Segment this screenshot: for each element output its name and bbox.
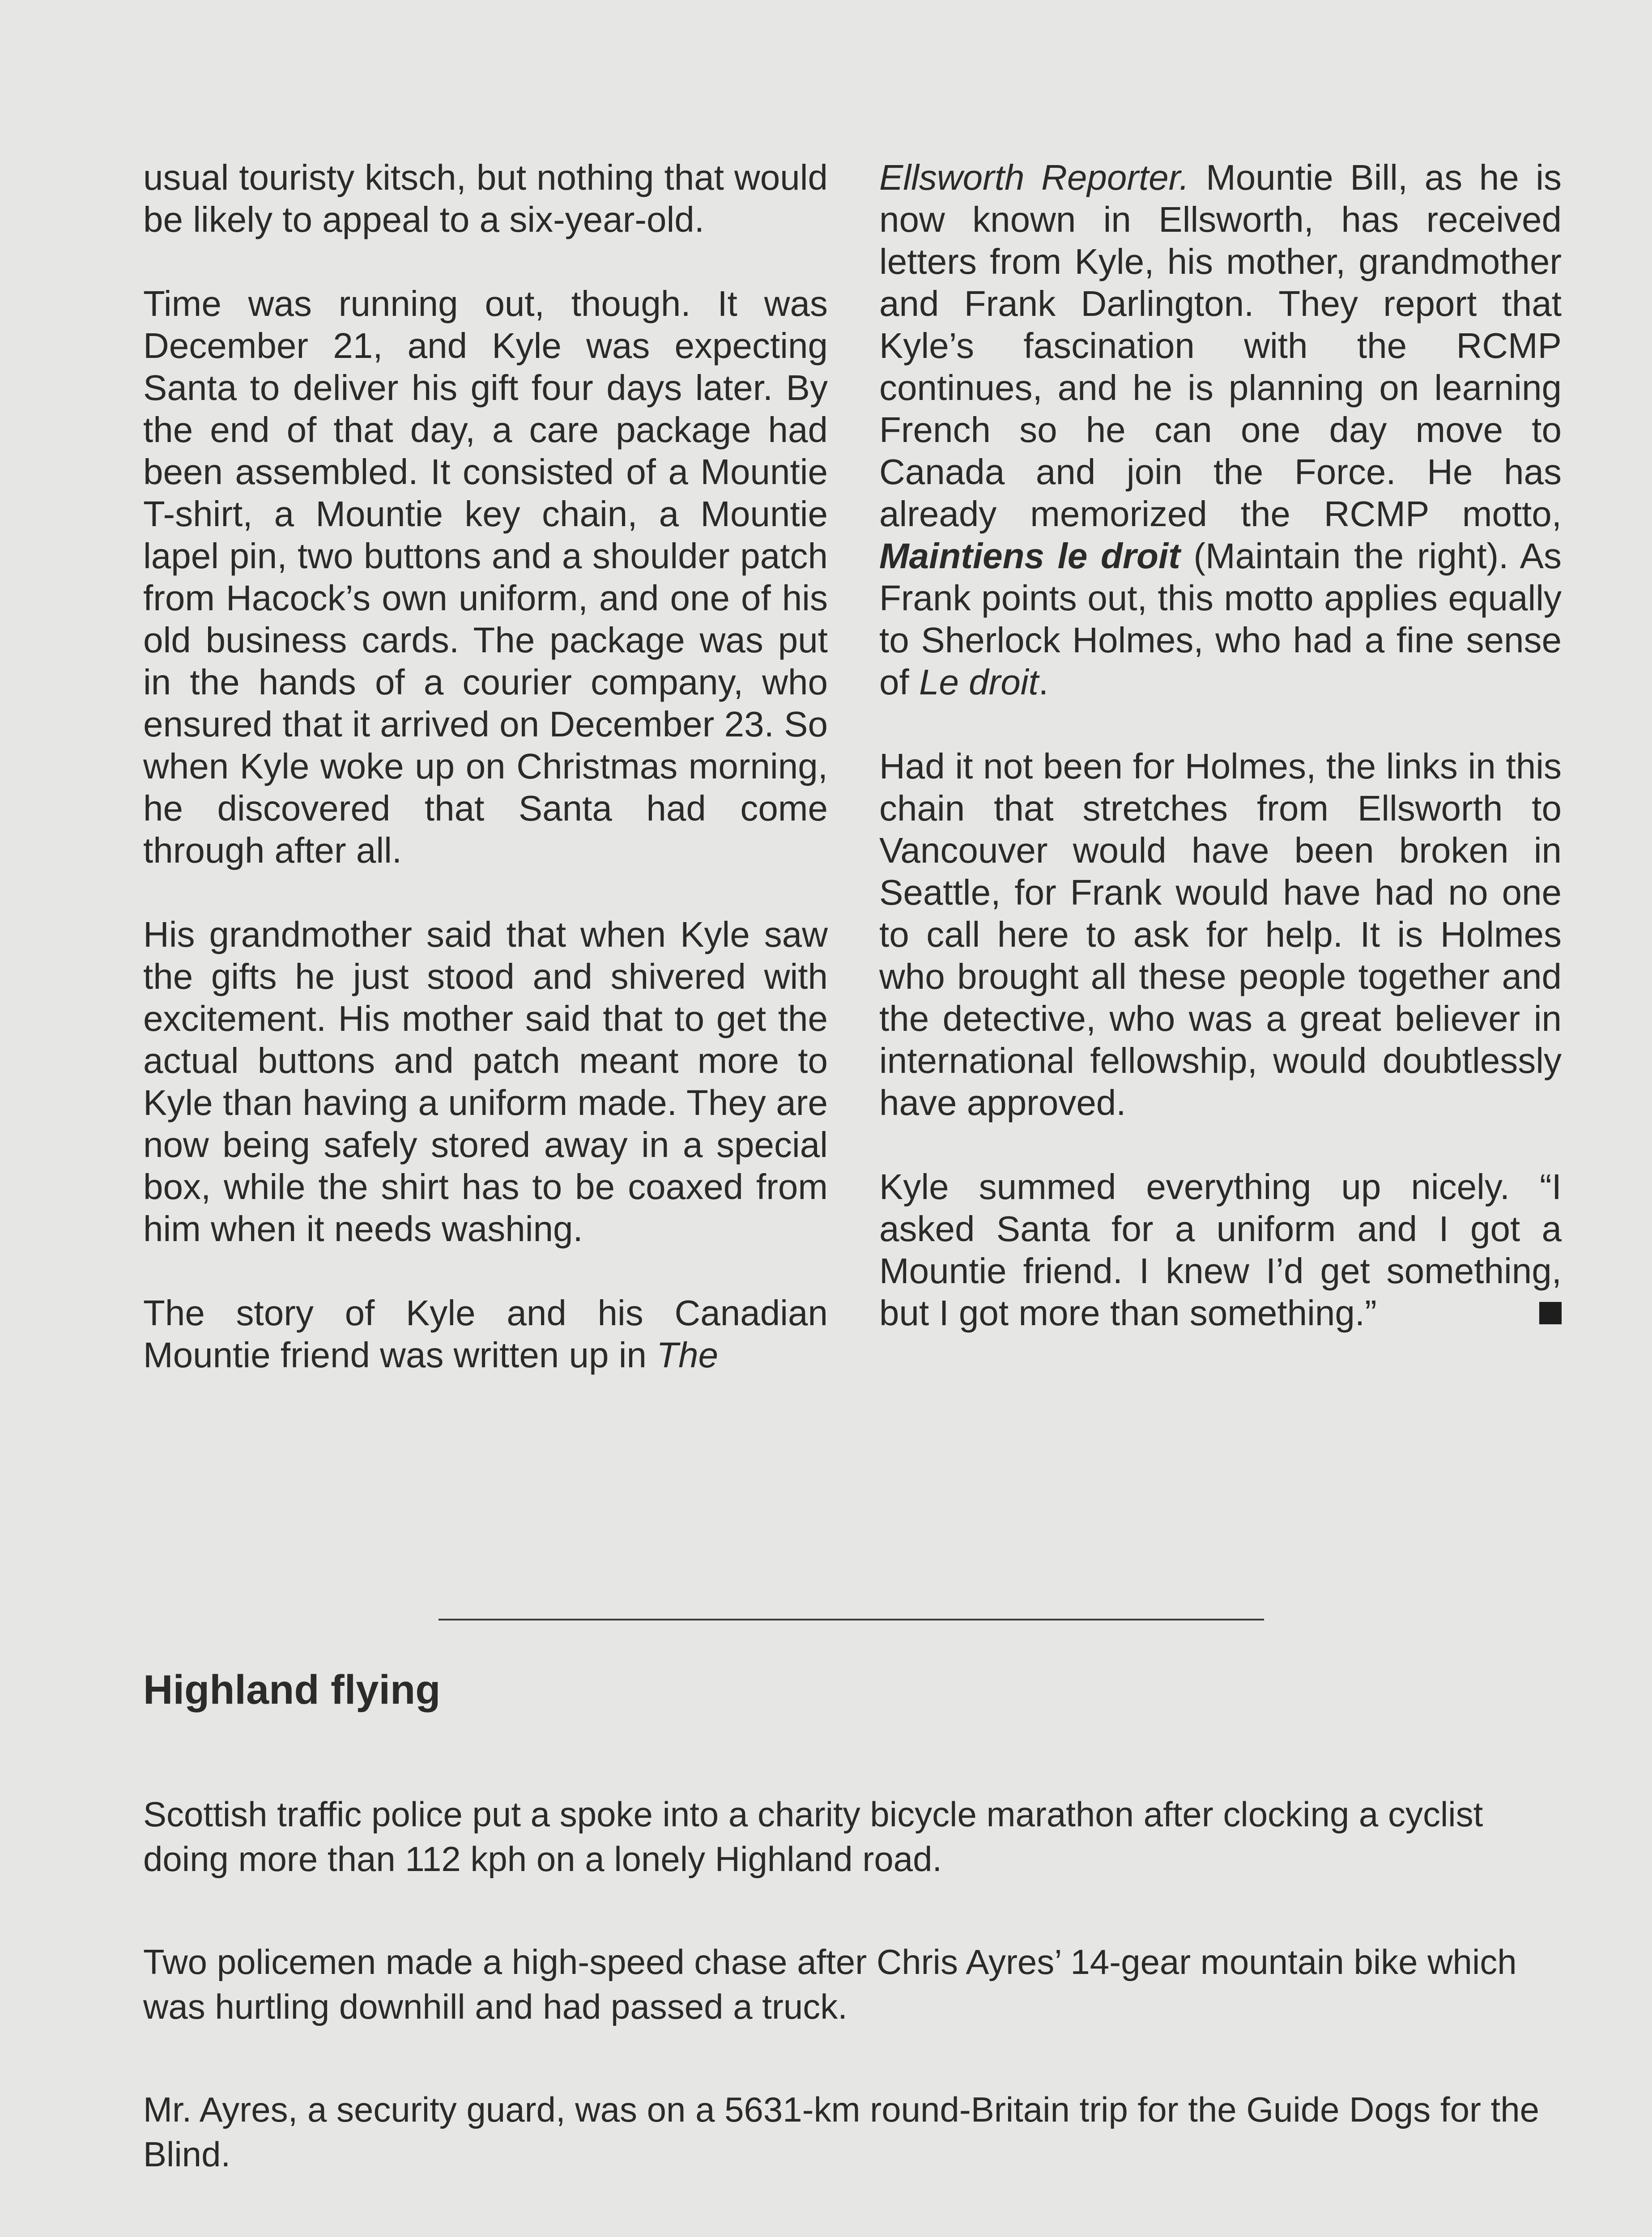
right-paragraph-1 (879, 157, 1562, 703)
highland-flying-article (143, 1792, 1557, 2237)
right-paragraph-1-end: . (1038, 662, 1049, 702)
article-paragraph: Scottish traffic police put a spoke into a charity bicycle marathon after clocking a cyclist doing more than 112 kph on a lonely Highland road. (143, 1795, 1483, 1879)
right-column (879, 157, 1562, 1334)
article-paragraph: Two policemen made a high-speed chase after Chris Ayres’ 14-gear mountain bike which was hurtling downhill and had passed a truck. (143, 1942, 1517, 2026)
article-paragraph: Mr. Ayres, a security guard, was on a 5631-km round-Britain trip for the Guide Dogs for the Blind. (143, 2090, 1540, 2174)
right-paragraph-1-a: Mountie Bill, as he is now known in Ellsworth, has received letters from Kyle, his mother, grandmother and Frank Darlington. They report that Kyle’s fascination with the RCMP continues, and he is planning on learning French so he can one day move to Canada and join the Force. He has already memorized the RCMP motto, (879, 157, 1562, 534)
right-paragraph-3 (879, 1166, 1562, 1334)
left-paragraph-3: His grandmother said that when Kyle saw the gifts he just stood and shivered with excitement. His mother said that to get the actual buttons and patch meant more to Kyle than having a uniform made. They are now being safely stored away in a special box, while the shirt has to be coaxed from him when it needs washing. (143, 914, 828, 1249)
end-of-article-mark (1539, 1302, 1562, 1324)
left-column (143, 157, 828, 1376)
right-paragraph-2: Had it not been for Holmes, the links in this chain that stretches from Ellsworth to Vancouver would have been broken in Seattle, for Frank would have had no one to call here to ask for help. It is Holmes who brought all these people together and the detective, who was a great believer in international fellowship, would doubtlessly have approved. (879, 746, 1562, 1123)
article-paragraph (143, 2235, 1557, 2237)
le-droit: Le droit (919, 662, 1039, 702)
newspaper-title-end: Ellsworth Reporter. (879, 157, 1189, 197)
left-paragraph-2: Time was running out, though. It was December 21, and Kyle was expecting Santa to deliver his gift four days later. By the end of that day, a care package had been assembled. It consisted of a Mountie T-shirt, a Mountie key chain, a Mountie lapel pin, two buttons and a shoulder patch from Hacock’s own uniform, and one of his old business cards. The package was put in the hands of a courier company, who ensured that it arrived on December 23. So when Kyle woke up on Christmas morning, he discovered that Santa had come through after all. (143, 284, 828, 870)
right-paragraph-3-text: Kyle summed everything up nicely. “I asked Santa for a uniform and I got a Mountie friend. I knew I’d get something, but I got more than something.” (879, 1167, 1562, 1333)
article-headline: Highland flying (143, 1667, 441, 1713)
newspaper-title-start: The (656, 1335, 719, 1375)
section-divider (439, 1619, 1264, 1620)
left-paragraph-1: usual touristy kitsch, but nothing that would be likely to appeal to a six-year-old. (143, 157, 828, 239)
right-paragraph-1-b: (Maintain the right). As Frank points out, this motto applies equally to Sherlock Holmes, who had a fine sense of (879, 536, 1562, 702)
left-paragraph-4 (143, 1292, 828, 1376)
left-paragraph-4-text: The story of Kyle and his Canadian Mountie friend was written up in (143, 1293, 828, 1375)
rcmp-motto: Maintiens le droit (879, 536, 1180, 576)
